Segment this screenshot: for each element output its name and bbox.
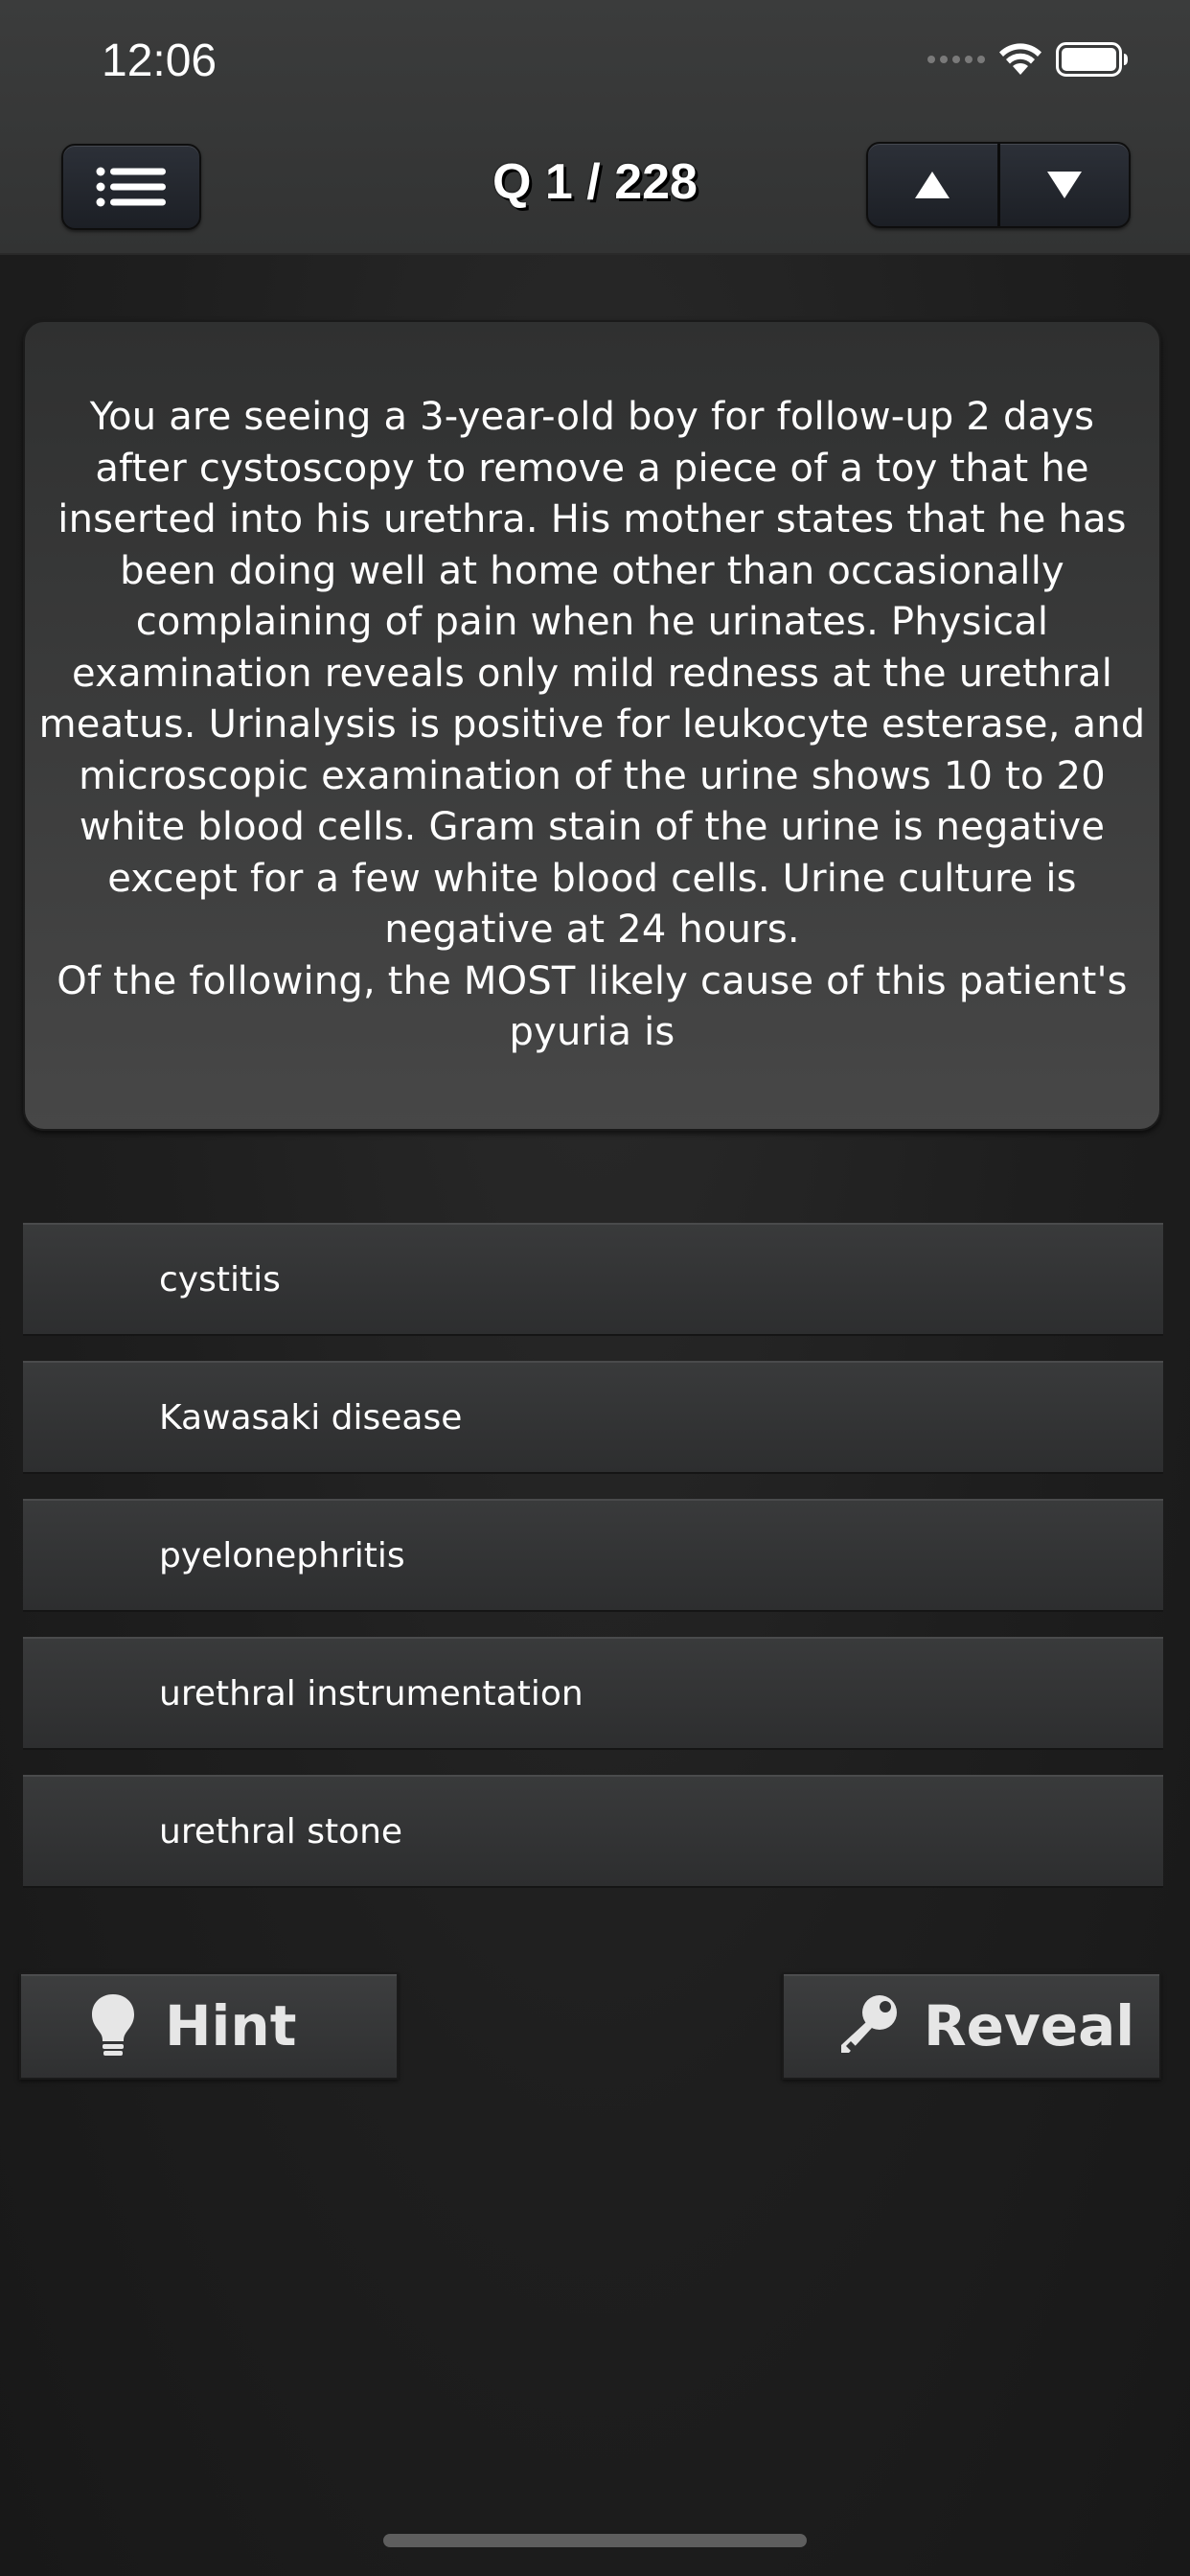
status-icons: [927, 42, 1129, 77]
question-counter: Q 1 / 228: [492, 154, 698, 210]
next-question-button[interactable]: [1000, 144, 1130, 226]
reveal-label: Reveal: [924, 1993, 1135, 2058]
top-bar: [0, 0, 1190, 255]
signal-icon: [927, 56, 985, 63]
answer-option[interactable]: Kawasaki disease: [23, 1361, 1163, 1474]
answer-option[interactable]: cystitis: [23, 1223, 1163, 1336]
status-time: 12:06: [102, 35, 217, 86]
battery-icon: [1056, 42, 1129, 77]
previous-question-button[interactable]: [868, 144, 997, 226]
answer-list: [23, 1223, 1163, 1913]
answer-option[interactable]: pyelonephritis: [23, 1499, 1163, 1612]
question-navigation: [866, 142, 1131, 228]
key-icon: [837, 1993, 899, 2058]
wifi-icon: [998, 43, 1042, 76]
lightbulb-icon: [90, 1992, 136, 2059]
hint-button[interactable]: [19, 1972, 399, 2080]
arrow-down-icon: [1045, 170, 1084, 200]
hint-label: Hint: [165, 1993, 297, 2058]
answer-option[interactable]: urethral instrumentation: [23, 1637, 1163, 1750]
reveal-button[interactable]: [782, 1972, 1161, 2080]
home-indicator[interactable]: [383, 2534, 807, 2547]
question-card: [23, 320, 1161, 1131]
arrow-up-icon: [913, 170, 951, 200]
question-text: You are seeing a 3-year-old boy for follow-up 2 days after cystoscopy to remove a piece of a toy that he inserted into his urethra. His mother states that he has been doing well at home other than occasionally complaining of pain when he urinates. Physical examination reveals only mild redness at the urethral meatus. Urinalysis is positive for leukocyte esterase, and microscopic examination of the urine shows 10 to 20 white blood cells. Gram stain of the urine is negative except for a few white blood cells. Urine culture is negative at 24 hours. Of the following, the MOST likely cause of this patient's pyuria is: [38, 395, 1146, 1055]
answer-option[interactable]: urethral stone: [23, 1775, 1163, 1888]
